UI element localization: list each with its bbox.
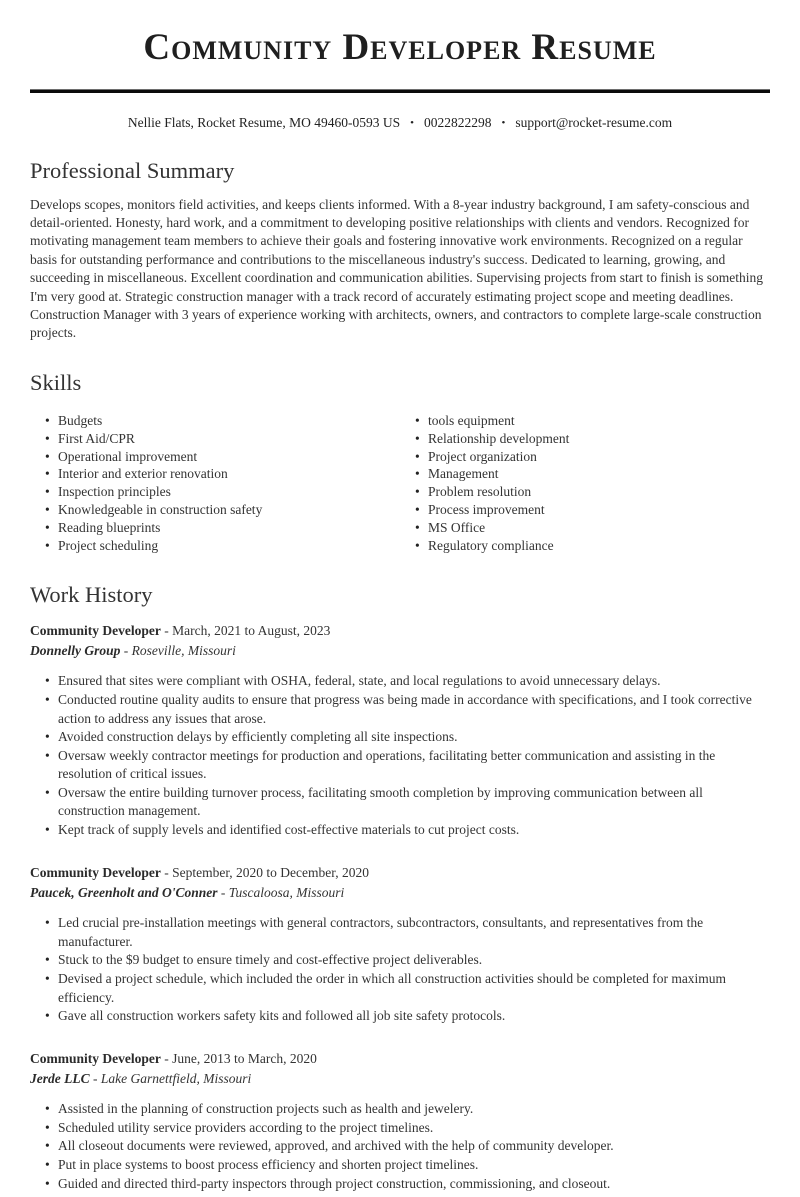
job-bullet-list [30,1100,770,1193]
skills-columns [30,412,770,555]
skill-item: • Inspection principles [56,483,400,501]
job-bullet: • All closeout documents were reviewed, approved, and archived with the help of community developer. [56,1137,770,1156]
job-bullet-list [30,914,770,1026]
skill-item: • Budgets [56,412,400,430]
job-bullet: • Ensured that sites were compliant with OSHA, federal, state, and local regulations to avoid unnecessary delays. [56,672,770,691]
page-title: Community Developer Resume [143,27,657,68]
job-dates: September, 2020 to December, 2020 [172,864,369,880]
section-heading-work-history: Work History [30,581,153,607]
dash-separator: - [160,864,173,880]
skill-item: • Knowledgeable in construction safety [56,501,400,519]
job-bullet: • Assisted in the planning of construction projects such as health and jewelery. [56,1100,770,1119]
job-title: Community Developer [30,864,161,880]
job-company: Paucek, Greenholt and O'Conner [30,885,218,901]
job-bullet: • Conducted routine quality audits to ensure that progress was being made in accordance with specifications, and I took corrective action to address any issues that arose. [56,691,770,728]
job-entry-2 [30,865,770,1026]
job-title-line [30,865,770,881]
skill-item: • Relationship development [426,430,770,448]
job-dates: June, 2013 to March, 2020 [172,1050,317,1066]
job-bullet: • Gave all construction workers safety kits and followed all job site safety protocols. [56,1007,770,1026]
skill-item: • Regulatory compliance [426,537,770,555]
skill-item: • Problem resolution [426,483,770,501]
job-bullet: • Devised a project schedule, which included the order in which all construction activities should be completed for maximum efficiency. [56,970,770,1007]
skill-item: • MS Office [426,519,770,537]
section-heading-skills: Skills [30,369,82,395]
skill-item: • Management [426,465,770,483]
job-bullet: • Stuck to the $9 budget to ensure timely and cost-effective project deliverables. [56,951,770,970]
skill-item: • Operational improvement [56,448,400,466]
contact-phone: 0022822298 [423,114,492,130]
job-entry-1 [30,623,770,840]
professional-summary-text: Develops scopes, monitors field activities, and keeps clients informed. With a 8-year industry background, I am safety-conscious and detail-oriented. Honesty, hard work, and a commitment to developing positive relationships with clients and vendors. Recognized for motivating management team members to achieve their goals and fostering innovative work environments. Recognized on a regular basis for outstanding performance and contributions to the miscellaneous industry's success. Dedicated to learning, growing, and succeeding in miscellaneous. Excellent coordination and communication abilities. Supervising projects from start to finish is something I'm very good at. Strategic construction manager with a track record of accurately estimating project scope and meeting deadlines. Construction Manager with 3 years of experience working with architects, owners, and contractors to complete large-scale construction projects. [30,196,763,341]
job-entry-3 [30,1051,770,1193]
job-company: Jerde LLC [30,1071,90,1087]
section-heading-professional-summary: Professional Summary [30,157,235,183]
skill-item: • Project scheduling [56,537,400,555]
job-dates: March, 2021 to August, 2023 [172,622,331,638]
job-title-line [30,1051,770,1067]
contact-separator-dot: • [501,116,506,129]
contact-line [30,115,770,131]
skill-item: • Interior and exterior renovation [56,465,400,483]
contact-separator-dot: • [410,116,414,129]
job-company-line [30,643,770,659]
job-location: Tuscaloosa, Missouri [228,885,345,901]
header-divider [30,89,770,93]
skill-item: • Reading blueprints [56,519,400,537]
job-bullet: • Guided and directed third-party inspectors through project construction, commissioning, and closeout. [56,1175,770,1194]
dash-separator: - [120,643,132,659]
dash-separator: - [217,885,229,901]
skill-item: • Project organization [426,448,770,466]
contact-address: Nellie Flats, Rocket Resume, MO 49460-0593 US [127,114,401,130]
dash-separator: - [89,1071,101,1087]
job-bullet-list [30,672,770,839]
job-location: Lake Garnettfield, Missouri [100,1071,252,1087]
contact-email: support@rocket-resume.com [515,114,673,130]
dash-separator: - [160,622,173,638]
dash-separator: - [160,1050,173,1066]
skills-list-right [400,412,770,555]
skill-item: • Process improvement [426,501,770,519]
job-title-line [30,623,770,639]
job-location: Roseville, Missouri [131,643,236,659]
skill-item: • tools equipment [426,412,770,430]
job-bullet: • Oversaw weekly contractor meetings for production and operations, facilitating better communication and assisting in the resolution of critical issues. [56,747,770,784]
job-bullet: • Scheduled utility service providers according to the project timelines. [56,1119,770,1138]
skill-item: • First Aid/CPR [56,430,400,448]
job-bullet: • Kept track of supply levels and identified cost-effective materials to cut project costs. [56,821,770,840]
job-title: Community Developer [30,622,161,638]
job-bullet: • Led crucial pre-installation meetings with general contractors, subcontractors, consultants, and representatives from the manufacturer. [56,914,770,951]
job-bullet: • Oversaw the entire building turnover process, facilitating smooth completion by improving communication between all construction management. [56,784,770,821]
skills-list-left [30,412,400,555]
job-company: Donnelly Group [30,643,121,659]
job-bullet: • Avoided construction delays by efficiently completing all site inspections. [56,728,770,747]
job-company-line [30,1071,770,1087]
job-title: Community Developer [30,1050,161,1066]
job-company-line [30,885,770,901]
job-bullet: • Put in place systems to boost process efficiency and shorten project timelines. [56,1156,770,1175]
